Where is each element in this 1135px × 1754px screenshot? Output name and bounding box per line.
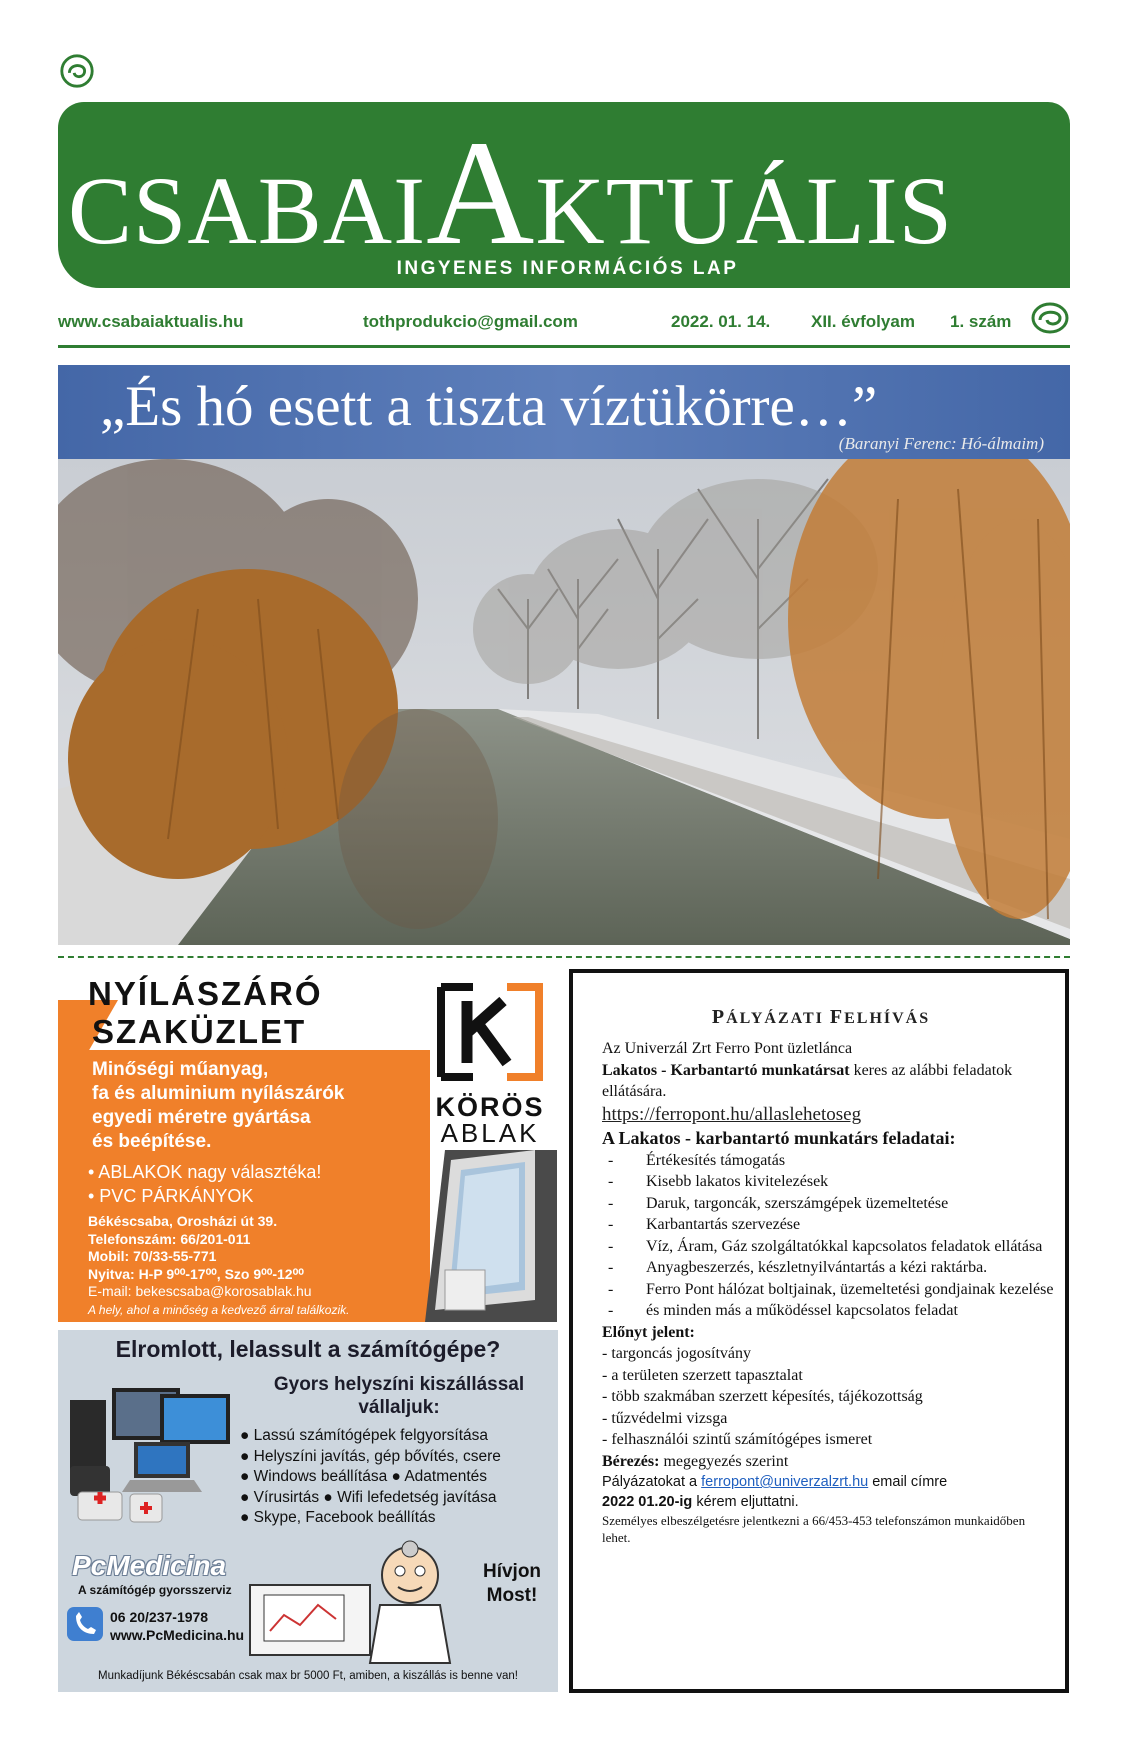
swirl-logo-icon bbox=[58, 52, 96, 90]
call-to-action: Hívjon Most! bbox=[482, 1561, 542, 1606]
list-item: - Daruk, targoncák, szerszámgépek üzemeltetése bbox=[608, 1194, 949, 1212]
list-item: - Anyagbeszerzés, készletnyilvántartás a kézi raktárba. bbox=[608, 1259, 988, 1276]
list-item: - Víz, Áram, Gáz szolgáltatókkal kapcsolatos feladatok ellátása bbox=[608, 1237, 1043, 1255]
section-divider bbox=[58, 956, 1070, 958]
list-item: - több szakmában szerzett képesítés, tájékozottság bbox=[602, 1388, 923, 1405]
pc-ad-website[interactable]: www.PcMedicina.hu bbox=[110, 1627, 245, 1643]
quote-source: (Baranyi Ferenc: Hó-álmaim) bbox=[838, 434, 1044, 453]
pc-ad-subheading: Gyors helyszíni kiszállással vállaljuk: bbox=[273, 1374, 525, 1418]
job-url-link[interactable]: https://ferropont.hu/allaslehetoseg bbox=[602, 1103, 862, 1125]
list-item: - tűzvédelmi vizsga bbox=[602, 1409, 728, 1427]
pc-ad-phone[interactable]: 06 20/237-1978 bbox=[110, 1609, 209, 1625]
list-item: - Karbantartás szervezése bbox=[608, 1216, 801, 1233]
ad-heading: NYÍLÁSZÁRÓ bbox=[88, 975, 323, 1012]
doctor-computer-illustration bbox=[240, 1535, 468, 1665]
newspaper-subtitle: INGYENES INFORMÁCIÓS LAP bbox=[396, 258, 739, 279]
ad-bullet-list: • ABLAKOK nagy választéka! • PVC PÁRKÁNYOK bbox=[88, 1162, 322, 1206]
job-ad-title: PÁLYÁZATI FELHÍVÁS bbox=[711, 1006, 931, 1028]
duties-heading: A Lakatos - karbantartó munkatárs feladatai: bbox=[602, 1127, 956, 1148]
job-position: Lakatos - Karbantartó munkatársat keres az alábbi feladatok ellátására. bbox=[602, 1061, 1013, 1100]
pc-ad-service-list: ● Lassú számítógépek felgyorsítása ● Helyszíni javítás, gép bővítés, csere ● Windows beállítása ● Adatmentés ● Vírusirtás ● Wifi lefedetség javítása ● Skype, Facebook beállítás bbox=[240, 1427, 501, 1526]
logo-text: ABLAK bbox=[440, 1118, 540, 1148]
ad-heading: SZAKÜZLET bbox=[92, 1013, 307, 1050]
pc-ad-headline: Elromlott, lelassult a számítógépe? bbox=[115, 1336, 501, 1362]
apply-info: Pályázatokat a ferropont@univerzalzrt.hu email címre bbox=[602, 1474, 948, 1490]
list-item: - felhasználói szintű számítógépes ismeret bbox=[602, 1431, 873, 1448]
advantages-heading: Előnyt jelent: bbox=[602, 1323, 695, 1341]
pc-ad-footer: Munkadíjunk Békéscsabán csak max br 5000 Ft, amiben, a kiszállás is benne van! bbox=[98, 1670, 518, 1682]
pcmedicina-brand: PcMedicina bbox=[72, 1550, 227, 1581]
issue-number: 1. szám bbox=[950, 312, 1012, 331]
list-item: - és minden más a működéssel kapcsolatos feladat bbox=[608, 1302, 958, 1319]
job-ad-body bbox=[602, 1038, 1054, 1546]
duties-list bbox=[602, 1150, 1054, 1322]
window-profile-image bbox=[415, 1150, 557, 1322]
volume-label: XII. évfolyam bbox=[811, 312, 915, 331]
apply-email-link[interactable]: ferropont@univerzalzrt.hu bbox=[701, 1474, 869, 1490]
logo-text: KÖRÖS bbox=[435, 1092, 545, 1122]
computers-illustration bbox=[64, 1380, 234, 1530]
list-item: - a területen szerzett tapasztalat bbox=[602, 1366, 803, 1384]
list-item: - targoncás jogosítvány bbox=[602, 1345, 752, 1362]
list-item: - Kisebb lakatos kivitelezések bbox=[608, 1173, 829, 1190]
newspaper-title: CSABAIAKTUÁLIS bbox=[68, 110, 954, 276]
phone-icon bbox=[66, 1606, 104, 1642]
pc-ad-contact bbox=[110, 1608, 244, 1644]
deadline: 2022 01.20-ig kérem eljuttatni. bbox=[602, 1494, 799, 1510]
koros-ablak-logo-icon bbox=[433, 983, 547, 1081]
swirl-logo-icon bbox=[1030, 300, 1070, 336]
cover-quote: „És hó esett a tiszta víztükörre…” bbox=[100, 375, 878, 438]
ad-lead-text: Minőségi műanyag, fa és aluminium nyílászárók egyedi méretre gyártása és beépítése. bbox=[92, 1059, 345, 1152]
pcmedicina-tagline: A számítógép gyorsszerviz bbox=[78, 1583, 232, 1597]
ad-contact-info: Békéscsaba, Orosházi út 39. Telefonszám: 66/201-011 Mobil: 70/33-55-771 Nyitva: H-P 9⁰⁰-17⁰⁰, Szo 9⁰⁰-12⁰⁰ E-mail: bekescsaba@korosablak.hu bbox=[88, 1213, 312, 1299]
list-item: - Értékesítés támogatás bbox=[608, 1151, 786, 1169]
list-item: - Ferro Pont hálózat boltjainak, üzemeltetési gondjainak kezelése bbox=[608, 1280, 1054, 1298]
email-link[interactable]: tothprodukcio@gmail.com bbox=[363, 312, 578, 331]
masthead-divider bbox=[58, 345, 1070, 348]
winter-river-photo bbox=[58, 459, 1070, 945]
contact-note: Személyes elbeszélgetésre jelentkezni a 66/453-453 telefonszámon munkaidőben lehet. bbox=[602, 1513, 1026, 1545]
issue-date: 2022. 01. 14. bbox=[671, 312, 771, 331]
website-link[interactable]: www.csabaiaktualis.hu bbox=[58, 312, 244, 331]
job-intro: Az Univerzál Zrt Ferro Pont üzletlánca bbox=[602, 1040, 853, 1057]
salary: Bérezés: megegyezés szerint bbox=[602, 1452, 789, 1470]
ad-slogan: A hely, ahol a minőség a kedvező árral találkozik. bbox=[88, 1303, 350, 1317]
